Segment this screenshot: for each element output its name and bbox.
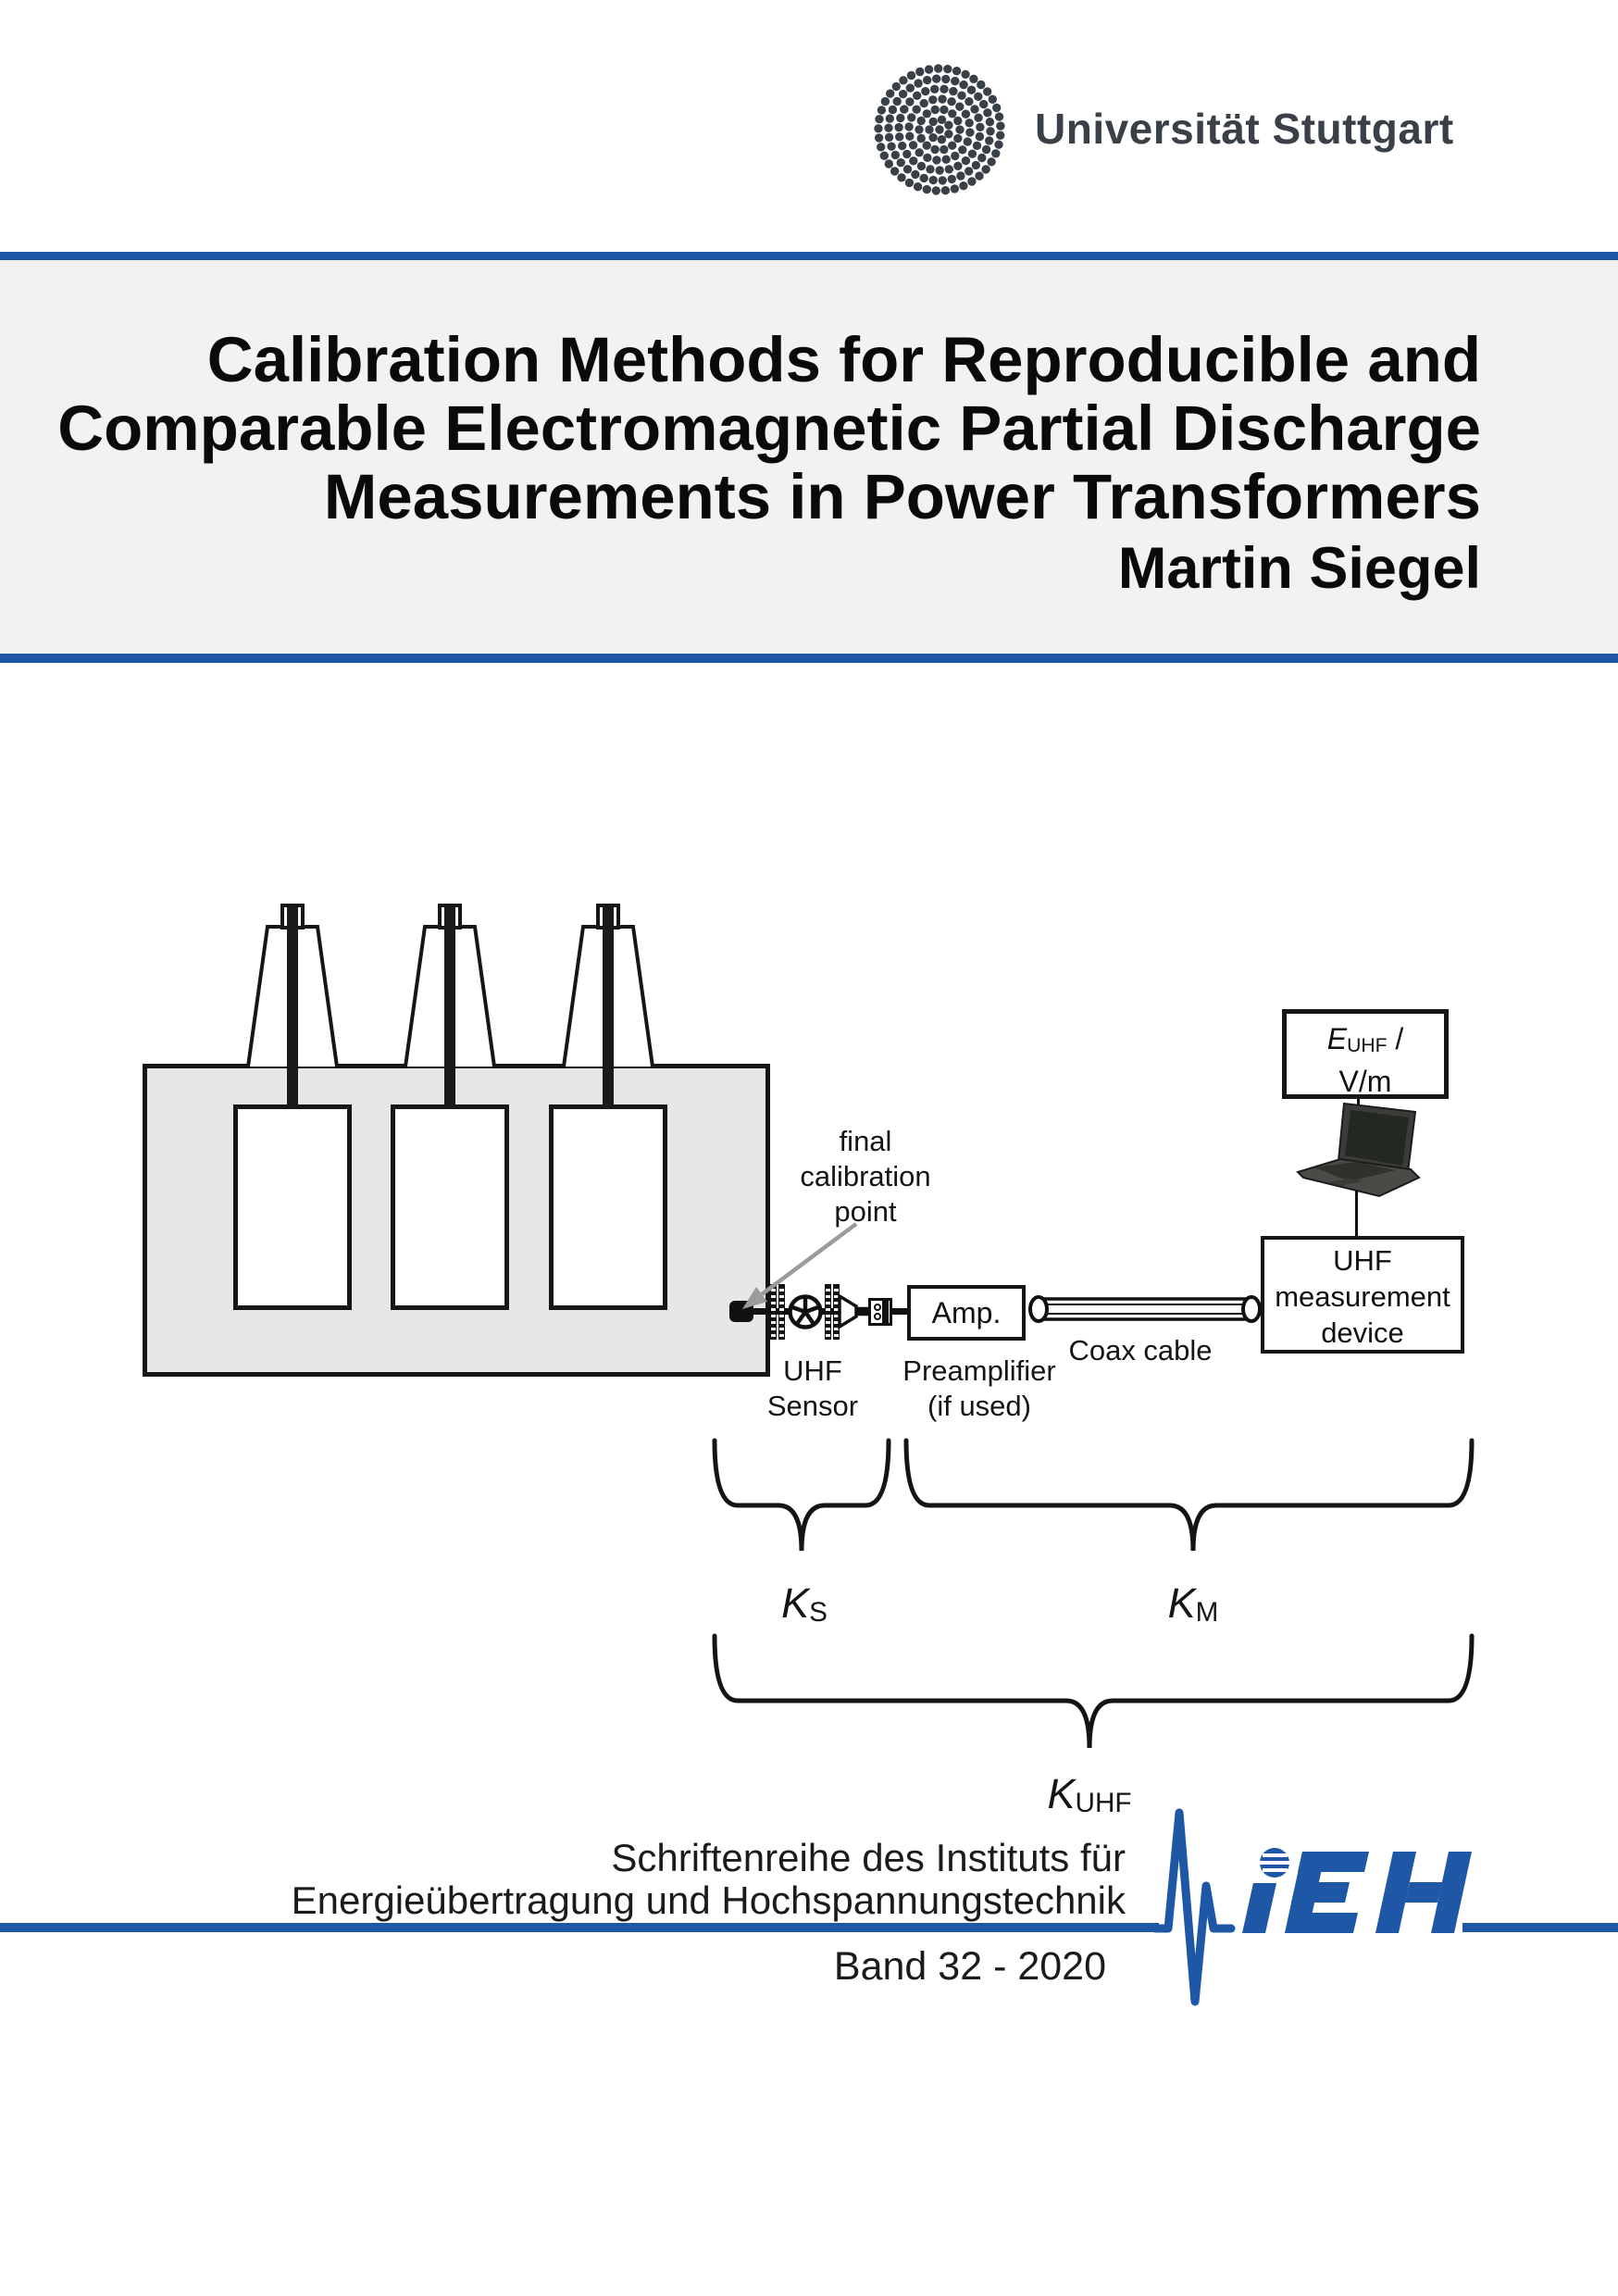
annotation-arrow-line — [762, 1224, 856, 1294]
device-line-2: measurement — [1275, 1280, 1450, 1313]
kuhf-label — [1047, 1770, 1131, 1819]
sensor-label-line-1: UHF — [783, 1354, 842, 1387]
transformer-winding-2 — [391, 1104, 509, 1310]
ks-symbol: K — [781, 1579, 810, 1627]
ieh-institute-logo — [1148, 1796, 1618, 2018]
series-line-1: Schriftenreihe des Instituts für — [611, 1836, 1126, 1879]
ks-label — [781, 1579, 828, 1628]
km-symbol: K — [1167, 1579, 1196, 1627]
annotation-arrowhead-icon — [742, 1287, 767, 1309]
volume-label: Band 32 - 2020 — [833, 1944, 1106, 1989]
coax-tube — [1039, 1299, 1251, 1319]
transformer-winding-3 — [549, 1104, 667, 1310]
bushing-conductor-2 — [444, 907, 455, 1109]
annotation-line-2: calibration — [800, 1160, 931, 1192]
e-slash: / — [1395, 1022, 1404, 1055]
laptop-icon — [1291, 1097, 1425, 1201]
device-line-1: UHF — [1333, 1244, 1392, 1277]
kuhf-symbol: K — [1047, 1770, 1076, 1817]
title-line-3: Measurements in Power Transformers — [323, 461, 1481, 532]
bottom-divider-rule — [0, 654, 1618, 663]
series-line-2: Energieübertragung und Hochspannungstechnik — [291, 1878, 1126, 1922]
series-title — [0, 1837, 1126, 1922]
ecg-trace-icon — [1155, 1813, 1231, 2002]
kuhf-brace — [715, 1636, 1472, 1748]
university-logo-dot-cloud-icon — [865, 56, 1014, 204]
annotation-line-1: final — [839, 1125, 892, 1157]
e-uhf-display-box — [1282, 1009, 1449, 1099]
author-name: Martin Siegel — [1117, 536, 1481, 601]
footer-rule-left — [0, 1923, 1159, 1932]
device-line-3: device — [1321, 1316, 1404, 1349]
valve-taper — [840, 1296, 856, 1327]
valve-wheel-icon — [790, 1297, 821, 1328]
bushing-conductor-1 — [287, 907, 298, 1109]
preamplifier-label — [902, 1354, 1055, 1424]
kuhf-subscript: UHF — [1075, 1788, 1132, 1819]
connector-band — [882, 1301, 889, 1323]
amplifier-box — [907, 1285, 1026, 1341]
connector-bolt-icon — [874, 1304, 881, 1311]
preamp-label-line-2: (if used) — [927, 1390, 1031, 1422]
coax-cable-graphic — [1023, 1287, 1273, 1333]
uhf-measurement-device-box — [1261, 1236, 1464, 1354]
amplifier-label: Amp. — [931, 1296, 1002, 1329]
coax-end-cap-icon — [1030, 1297, 1047, 1321]
final-calibration-point-label — [800, 1124, 930, 1229]
e-symbol: E — [1326, 1022, 1348, 1055]
title-line-2: Comparable Electromagnetic Partial Discharge — [57, 393, 1481, 464]
coax-end-cap-icon — [1243, 1297, 1260, 1321]
university-name: Universität Stuttgart — [1035, 105, 1454, 153]
ieh-logo-letters — [1242, 1848, 1472, 1933]
uhf-sensor-label — [767, 1354, 858, 1424]
page-title — [0, 326, 1481, 531]
km-subscript: M — [1195, 1597, 1219, 1628]
e-unit: V/m — [1338, 1064, 1392, 1098]
e-uhf-expression — [1287, 1021, 1444, 1064]
ks-subscript: S — [809, 1597, 828, 1628]
transformer-winding-1 — [233, 1104, 352, 1310]
title-line-1: Calibration Methods for Reproducible and — [206, 324, 1481, 395]
coax-cable-label: Coax cable — [1068, 1334, 1213, 1366]
sensor-connector — [868, 1298, 892, 1326]
km-label — [1168, 1579, 1219, 1628]
connector-bolt-icon — [874, 1313, 881, 1320]
sensor-label-line-2: Sensor — [766, 1390, 859, 1422]
top-divider-rule — [0, 252, 1618, 260]
e-subscript: UHF — [1347, 1034, 1388, 1056]
ks-brace — [715, 1441, 889, 1551]
preamp-label-line-1: Preamplifier — [902, 1354, 1056, 1387]
annotation-line-3: point — [834, 1195, 897, 1228]
bushing-conductor-3 — [603, 907, 614, 1109]
km-brace — [906, 1441, 1472, 1551]
